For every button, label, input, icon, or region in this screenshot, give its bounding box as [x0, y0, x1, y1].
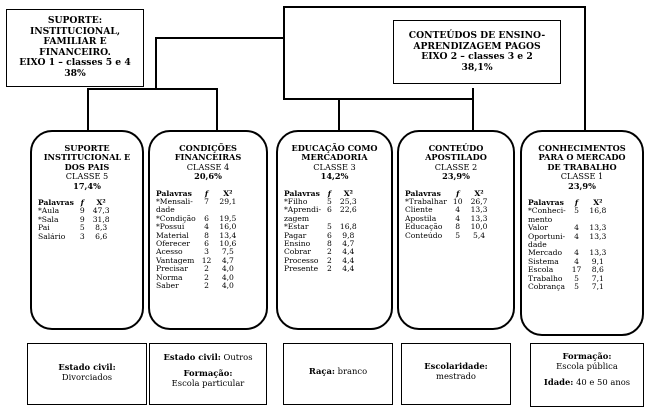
word: Saber: [156, 281, 179, 291]
column-header: Palavras: [156, 188, 192, 198]
frequency: 4: [574, 256, 579, 266]
word-row: [156, 282, 240, 290]
word-row: [284, 265, 361, 273]
frequency: 4: [574, 231, 579, 241]
frequency: 5: [327, 222, 332, 232]
profile-label: Escolaridade:: [424, 361, 488, 371]
word: Precisar: [156, 264, 188, 274]
frequency: 8: [327, 239, 332, 249]
column-header: Palavras: [528, 198, 564, 208]
chi-square: 8,3: [95, 223, 108, 233]
word-row: [405, 232, 491, 240]
word: Mercado: [528, 248, 563, 258]
axis1-line-4: FINANCEIRO.: [39, 46, 111, 58]
word: Salário: [38, 231, 66, 241]
profile-line: [28, 372, 146, 382]
word: Cobrança: [528, 282, 566, 292]
chi-square: 13,3: [470, 205, 488, 215]
class-box-3: [276, 130, 393, 330]
word: dade: [528, 240, 547, 250]
class-header: [32, 132, 142, 191]
class-title-line: CONTEÚDO: [428, 143, 484, 153]
chi-square: 13,3: [589, 248, 607, 258]
chi-square: 4,4: [342, 255, 355, 265]
profile-value: Outros: [220, 352, 253, 362]
word: Valor: [528, 223, 548, 233]
chi-square: 47,3: [92, 206, 110, 216]
column-header: f: [456, 188, 460, 198]
chi-square: 9,8: [342, 230, 355, 240]
word-row: [528, 283, 610, 291]
profile-line: [531, 351, 643, 361]
chi-square: 10,0: [470, 222, 488, 232]
word: *Filho: [284, 197, 308, 207]
axis2-line-3: EIXO 2 – classes 3 e 2: [421, 51, 533, 63]
frequency: 2: [204, 272, 209, 282]
chi-square: 13,4: [219, 230, 237, 240]
connector-root-right: [584, 6, 586, 130]
frequency: 4: [204, 222, 209, 232]
profile-label: Estado civil:: [58, 362, 116, 372]
class-title-line: PARA O MERCADO: [538, 152, 626, 163]
frequency: 9: [79, 214, 85, 224]
class-percent: 17,4%: [73, 180, 101, 191]
frequency: 3: [204, 247, 209, 257]
column-header: X²: [343, 188, 353, 198]
class-title-line: SUPORTE: [64, 143, 110, 153]
chi-square: 10,6: [219, 239, 237, 249]
word: mento: [528, 214, 553, 224]
connector-axis2-to-class2: [472, 88, 474, 130]
word: Cliente: [405, 205, 433, 215]
profile-line: [150, 368, 266, 378]
class-label: CLASSE 5: [65, 171, 109, 182]
word: *Trabalhar: [405, 197, 447, 207]
class-box-5: [30, 130, 144, 330]
connector-center-vertical: [283, 37, 285, 99]
chi-square: 9,1: [591, 256, 604, 266]
word: dade: [156, 205, 175, 215]
connector-axis1-horizontal: [87, 88, 217, 90]
class-title-line: DOS PAIS: [64, 161, 110, 172]
word: Pagar: [284, 230, 307, 240]
word: Oportuni-: [528, 231, 566, 241]
word: *Estar: [284, 222, 309, 232]
chi-square: 4,4: [342, 247, 355, 257]
profile-line: [402, 371, 510, 381]
chi-square: 13,3: [589, 231, 607, 241]
word: Sistema: [528, 256, 559, 266]
profile-line: [150, 378, 266, 388]
word: Presente: [284, 264, 319, 274]
frequency: 5: [327, 197, 332, 207]
class-label: CLASSE 3: [313, 161, 356, 172]
frequency: 12: [201, 255, 212, 265]
column-header: f: [80, 198, 84, 208]
profile-value: mestrado: [436, 371, 476, 381]
word-table: [156, 190, 240, 291]
profile-line: [531, 377, 643, 387]
class-percent: 23,9%: [442, 171, 470, 182]
column-header: X²: [474, 188, 484, 198]
column-header: X²: [96, 198, 106, 208]
frequency: 17: [571, 265, 582, 275]
frequency: 4: [455, 213, 461, 223]
profile-value: Divorciados: [61, 372, 113, 382]
column-header: Palavras: [284, 188, 320, 198]
axis1-box: [6, 9, 144, 87]
word: *Aula: [38, 206, 60, 216]
profile-label: Formação:: [183, 368, 233, 378]
chi-square: 13,3: [470, 213, 488, 223]
class-box-1: [520, 130, 644, 336]
class-title-line: DE TRABALHO: [547, 161, 617, 172]
word: Ensino: [284, 239, 311, 249]
word-row: [38, 233, 114, 241]
profile-box-2: [401, 343, 511, 405]
chi-square: 16,0: [219, 222, 237, 232]
axis1-line-3: FAMILIAR E: [43, 36, 107, 48]
profile-value: 40 e 50 anos: [573, 377, 631, 387]
class-title-line: CONHECIMENTOS: [538, 143, 626, 153]
column-header: f: [204, 188, 209, 198]
class-label: CLASSE 4: [186, 161, 230, 172]
connector-axis2-to-class3: [338, 98, 340, 130]
profile-line: [531, 361, 643, 371]
word: *Condição: [156, 213, 196, 223]
chi-square: 8,6: [591, 265, 604, 275]
class-percent: 23,9%: [568, 180, 596, 191]
class-title-line: MERCADORIA: [301, 152, 368, 163]
chi-square: 29,1: [219, 197, 237, 207]
word: *Mensali-: [156, 197, 193, 207]
connector-left-branch-vertical: [155, 37, 157, 89]
frequency: 10: [452, 197, 463, 207]
profile-box-5: [27, 343, 147, 405]
chi-square: 4,0: [221, 281, 234, 291]
profile-label: Raça:: [308, 366, 336, 376]
frequency: 5: [574, 273, 579, 283]
profile-value: branco: [335, 366, 368, 376]
word: Escola: [528, 265, 554, 275]
chi-square: 4,0: [221, 272, 234, 282]
class-header: [522, 132, 642, 191]
axis1-line-2: INSTITUCIONAL,: [29, 25, 121, 37]
word-table: [528, 199, 610, 291]
column-header: X²: [223, 188, 233, 198]
frequency: 3: [79, 231, 85, 241]
chi-square: 7,1: [591, 273, 604, 283]
class-header: [278, 132, 391, 182]
chi-square: 25,3: [339, 197, 357, 207]
word: Oferecer: [156, 239, 191, 249]
class-title-line: APOSTILADO: [425, 152, 487, 163]
word: Processo: [284, 255, 319, 265]
word: Material: [156, 230, 189, 240]
profile-box-3: [283, 343, 393, 405]
word-table: [405, 190, 491, 240]
connector-axis1-to-class5: [87, 88, 89, 130]
class-percent: 20,6%: [194, 171, 222, 182]
chi-square: 4,7: [342, 239, 355, 249]
frequency: 7: [204, 197, 209, 207]
word: Pai: [38, 223, 50, 233]
frequency: 2: [327, 247, 332, 257]
chi-square: 16,8: [339, 222, 357, 232]
frequency: 4: [574, 248, 579, 258]
frequency: 6: [327, 205, 332, 215]
frequency: 4: [455, 205, 461, 215]
frequency: 8: [455, 222, 461, 232]
frequency: 5: [574, 206, 579, 216]
word: *Aprendi-: [284, 205, 322, 215]
word: Norma: [156, 272, 183, 282]
frequency: 6: [327, 230, 332, 240]
class-title-line: INSTITUCIONAL E: [43, 152, 131, 163]
word: Trabalho: [528, 273, 563, 283]
axis2-line-2: APRENDIZAGEM PAGOS: [413, 40, 541, 52]
frequency: 2: [204, 264, 209, 274]
chi-square: 31,8: [92, 214, 110, 224]
chi-square: 26,7: [470, 197, 488, 207]
word: *Possui: [156, 222, 185, 232]
frequency: 4: [574, 223, 579, 233]
chi-square: 7,1: [591, 282, 604, 292]
class-header: [150, 132, 266, 182]
profile-value: Escola particular: [171, 378, 245, 388]
word-table: [284, 190, 361, 274]
connector-left-branch-horizontal: [155, 37, 285, 39]
profile-line: [150, 352, 266, 362]
word: Vantagem: [156, 255, 195, 265]
chi-square: 13,3: [589, 223, 607, 233]
column-header: X²: [593, 198, 603, 208]
class-header: [399, 132, 513, 182]
profile-line: [28, 362, 146, 372]
frequency: 2: [204, 281, 209, 291]
frequency: 5: [574, 282, 579, 292]
chi-square: 7,5: [221, 247, 234, 257]
column-header: f: [327, 188, 332, 198]
profile-label: Estado civil:: [163, 352, 221, 362]
class-title-line: CONDIÇÕES: [179, 143, 237, 153]
frequency: 5: [79, 223, 85, 233]
profile-line: [402, 361, 510, 371]
connector-axis1-to-class4: [216, 88, 218, 130]
axis1-line-6: 38%: [64, 67, 86, 79]
frequency: 8: [204, 230, 209, 240]
word-table: [38, 199, 114, 241]
word: zagem: [284, 213, 310, 223]
frequency: 2: [327, 255, 332, 265]
frequency: 6: [204, 213, 209, 223]
word: Acesso: [156, 247, 183, 257]
axis1-line-1: SUPORTE:: [47, 15, 103, 26]
chi-square: 19,5: [219, 213, 237, 223]
word: *Conheci-: [528, 206, 566, 216]
frequency: 9: [79, 206, 85, 216]
frequency: 2: [327, 264, 332, 274]
profile-label: Formação:: [562, 351, 612, 361]
class-title-line: FINANCEIRAS: [174, 152, 242, 163]
frequency: 6: [204, 239, 209, 249]
chi-square: 22,6: [339, 205, 357, 215]
word: Apostila: [405, 213, 437, 223]
chi-square: 16,8: [589, 206, 607, 216]
connector-axis2-horizontal: [283, 98, 473, 100]
column-header: Palavras: [38, 198, 74, 208]
profile-box-1: [530, 343, 644, 407]
word: Conteúdo: [405, 230, 443, 240]
profile-value: Escola pública: [556, 361, 618, 371]
chi-square: 4,0: [221, 264, 234, 274]
column-header: f: [574, 198, 579, 208]
class-label: CLASSE 2: [434, 161, 478, 172]
word: Educação: [405, 222, 443, 232]
word: *Sala: [38, 214, 59, 224]
connector-root-left: [283, 6, 285, 38]
class-box-4: [148, 130, 268, 330]
class-percent: 14,2%: [320, 171, 349, 182]
class-title-line: EDUCAÇÃO COMO: [291, 143, 378, 153]
column-header: Palavras: [405, 188, 441, 198]
frequency: 5: [455, 230, 461, 240]
chi-square: 4,7: [221, 255, 234, 265]
axis2-line-1: CONTEÚDOS DE ENSINO-: [408, 30, 546, 41]
profile-label: Idade:: [543, 377, 574, 387]
profile-line: [284, 366, 392, 376]
word: Cobrar: [284, 247, 312, 257]
chi-square: 4,4: [342, 264, 355, 274]
axis2-line-4: 38,1%: [461, 61, 493, 73]
class-label: CLASSE 1: [560, 171, 604, 182]
class-box-2: [397, 130, 515, 330]
chi-square: 5,4: [472, 230, 486, 240]
connector-root-horizontal: [283, 6, 585, 8]
profile-box-4: [149, 343, 267, 405]
axis1-line-5: EIXO 1 – classes 5 e 4: [19, 57, 131, 69]
chi-square: 6,6: [95, 231, 108, 241]
axis2-box: [393, 20, 561, 84]
